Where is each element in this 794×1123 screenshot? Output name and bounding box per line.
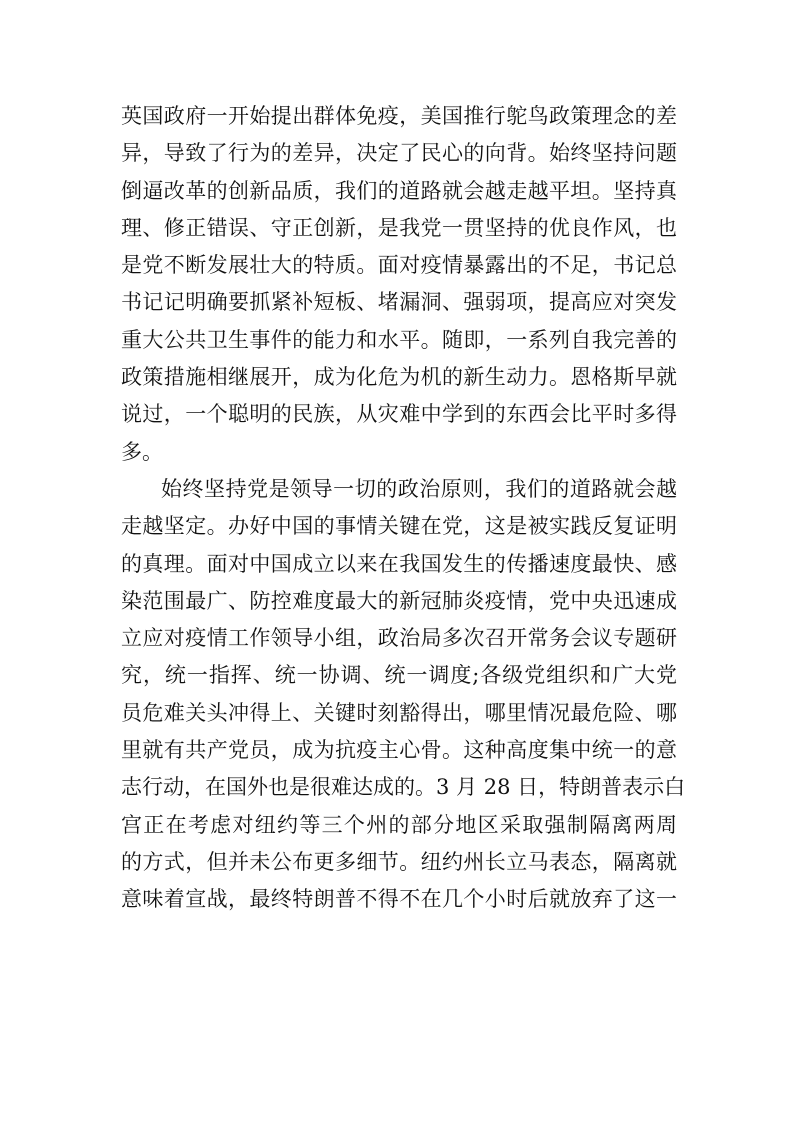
text-line: 员危难关头冲得上、关键时刻豁得出，哪里情况最危险、哪 (121, 700, 677, 725)
text-line: 走越坚定。办好中国的事情关键在党，这是被实践反复证明 (121, 514, 677, 539)
text-line: 的方式，但并未公布更多细节。纽约州长立马表态，隔离就 (121, 849, 677, 874)
body-text (121, 98, 686, 919)
text-line: 英国政府一开始提出群体免疫，美国推行鸵鸟政策理念的差 (121, 104, 677, 128)
text-line: 理、修正错误、守正创新，是我党一贯坚持的优良作风，也 (121, 215, 677, 240)
paragraph-1 (121, 98, 677, 471)
text-line: 染范围最广、防控难度最大的新冠肺炎疫情，党中央迅速成 (121, 588, 677, 613)
text-line: 究，统一指挥、统一协调、统一调度;各级党组织和广大党 (121, 663, 677, 688)
text-line: 说过，一个聪明的民族，从灾难中学到的东西会比平时多得 (121, 402, 677, 427)
text-line: 重大公共卫生事件的能力和水平。随即，一系列自我完善的 (121, 327, 677, 352)
text-line: 宫正在考虑对纽约等三个州的部分地区采取强制隔离两周 (121, 812, 677, 837)
text-line: 书记记明确要抓紧补短板、堵漏洞、强弱项，提高应对突发 (121, 290, 677, 315)
text-line: 里就有共产党员，成为抗疫主心骨。这种高度集中统一的意 (121, 738, 677, 763)
text-line: 是党不断发展壮大的特质。面对疫情暴露出的不足，书记总 (121, 253, 677, 278)
text-line: 政策措施相继展开，成为化危为机的新生动力。恩格斯早就 (121, 365, 677, 390)
text-line: 志行动，在国外也是很难达成的。3 月 28 日，特朗普表示白 (121, 775, 686, 800)
text-line: 异，导致了行为的差异，决定了民心的向背。始终坚持问题 (121, 141, 677, 166)
text-line: 立应对疫情工作领导小组，政治局多次召开常务会议专题研 (121, 626, 677, 651)
paragraph-2 (121, 471, 686, 919)
text-line: 始终坚持党是领导一切的政治原则，我们的道路就会越 (161, 476, 677, 501)
text-line: 多。 (121, 439, 163, 464)
text-line: 的真理。面对中国成立以来在我国发生的传播速度最快、感 (121, 551, 677, 576)
text-line: 意味着宣战，最终特朗普不得不在几个小时后就放弃了这一 (121, 887, 677, 912)
text-line: 倒逼改革的创新品质，我们的道路就会越走越平坦。坚持真 (121, 178, 677, 203)
